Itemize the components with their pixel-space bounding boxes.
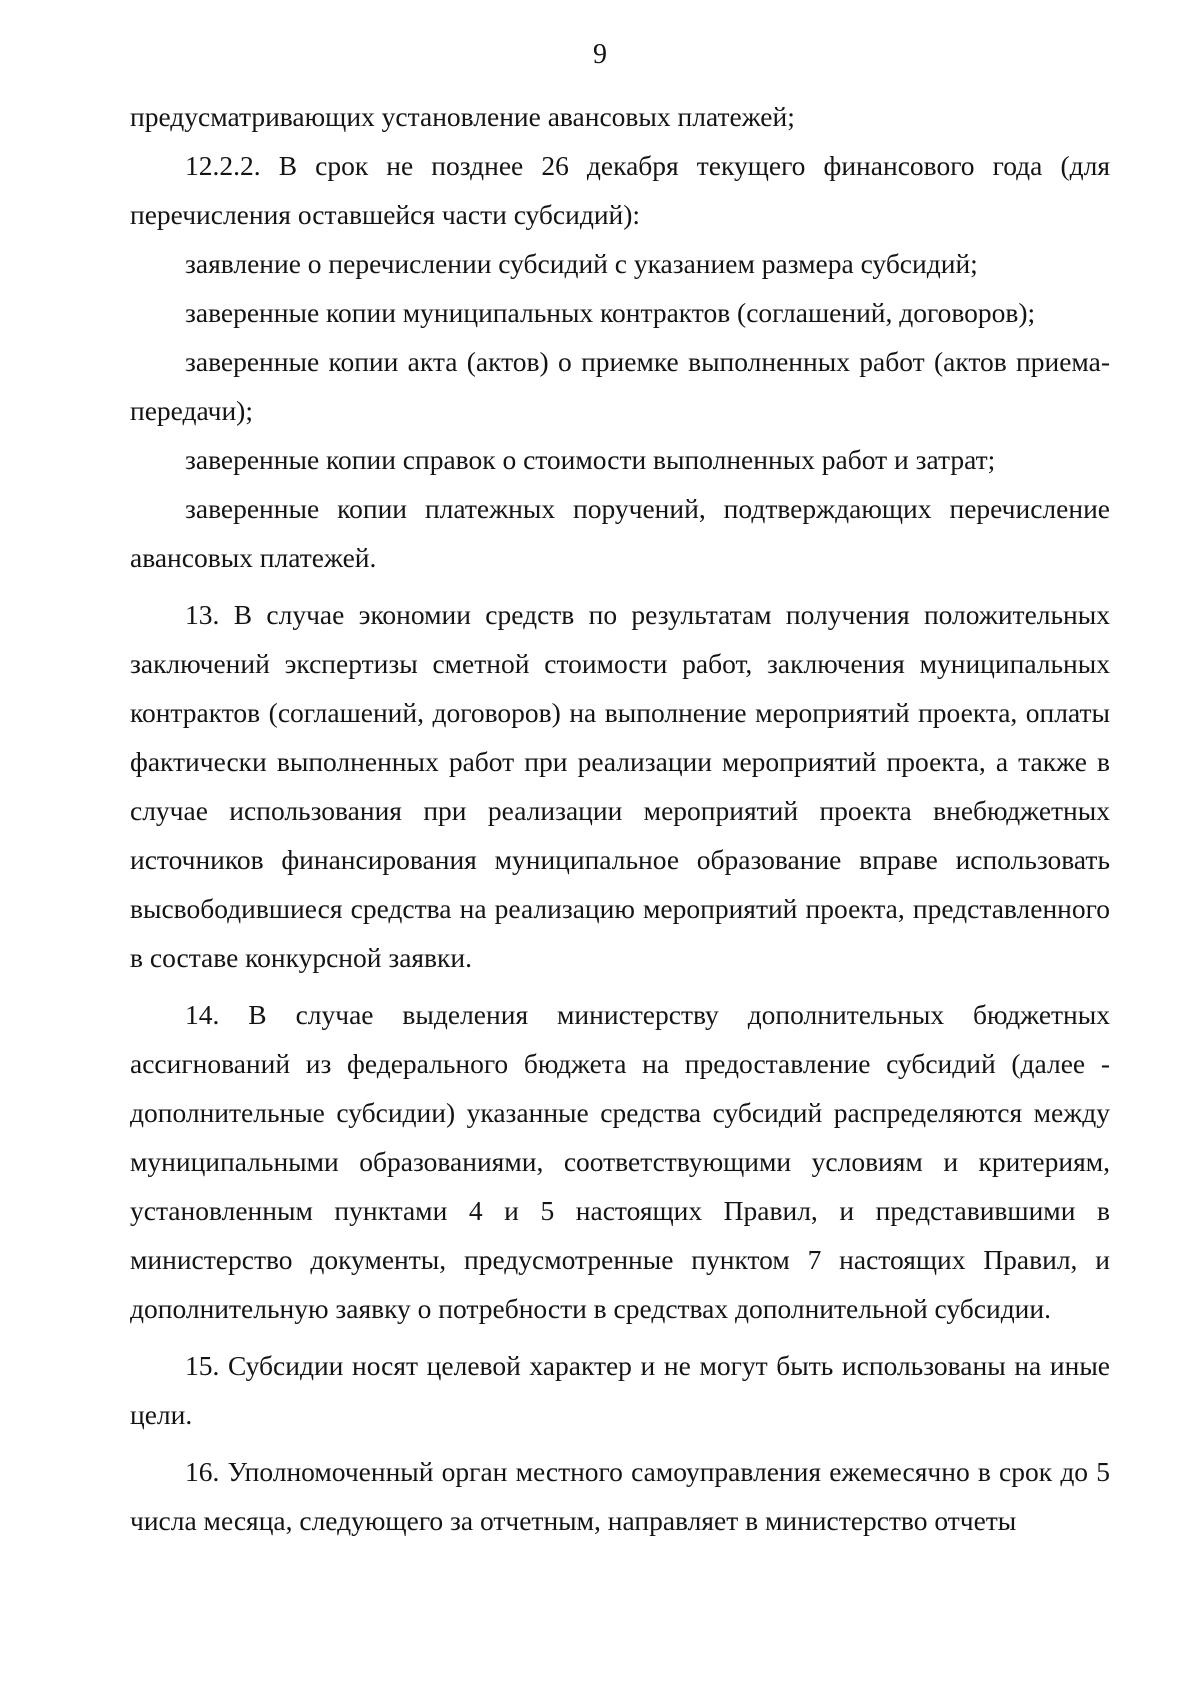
paragraph-12-2-2: 12.2.2. В срок не позднее 26 декабря текущего финансового года (для перечисления оставшейся части субсидий): [130, 150, 1110, 230]
list-item-acceptance-acts: заверенные копии акта (актов) о приемке выполненных работ (актов приема-передачи); [130, 346, 1110, 426]
paragraph-continuation: предусматривающих установление авансовых платежей; [130, 101, 795, 132]
paragraph-13: 13. В случае экономии средств по результатам получения положительных заключений экспертизы сметной стоимости работ, заключения муниципальных контрактов (соглашений, договоров) на выполнение мероприятий проекта, оплаты фактически выполненных работ при реализации мероприятий проекта, а также в случае использования при реализации мероприятий проекта внебюджетных источников финансирования муниципальное образование вправе использовать высвободившиеся средства на реализацию мероприятий проекта, представленного в составе конкурсной заявки. [130, 599, 1110, 973]
document-body [130, 92, 1110, 1545]
paragraph-16: 16. Уполномоченный орган местного самоуправления ежемесячно в срок до 5 числа месяца, следующего за отчетным, направляет в министерство отчеты [130, 1456, 1110, 1536]
list-item-cost-certificates: заверенные копии справок о стоимости выполненных работ и затрат; [185, 444, 996, 475]
page-number: 9 [593, 39, 607, 70]
list-item-payment-orders: заверенные копии платежных поручений, подтверждающих перечисление авансовых платежей. [130, 493, 1110, 573]
paragraph-15: 15. Субсидии носят целевой характер и не могут быть использованы на иные цели. [130, 1350, 1110, 1430]
paragraph-14: 14. В случае выделения министерству дополнительных бюджетных ассигнований из федерального бюджета на предоставление субсидий (далее - дополнительные субсидии) указанные средства субсидий распределяются между муниципальными образованиями, соответствующими условиям и критериям, установленным пунктами 4 и 5 настоящих Правил, и представившими в министерство документы, предусмотренные пунктом 7 настоящих Правил, и дополнительную заявку о потребности в средствах дополнительной субсидии. [130, 999, 1110, 1324]
list-item-contracts: заверенные копии муниципальных контрактов (соглашений, договоров); [185, 297, 1036, 328]
list-item-application: заявление о перечислении субсидий с указанием размера субсидий; [185, 248, 978, 279]
